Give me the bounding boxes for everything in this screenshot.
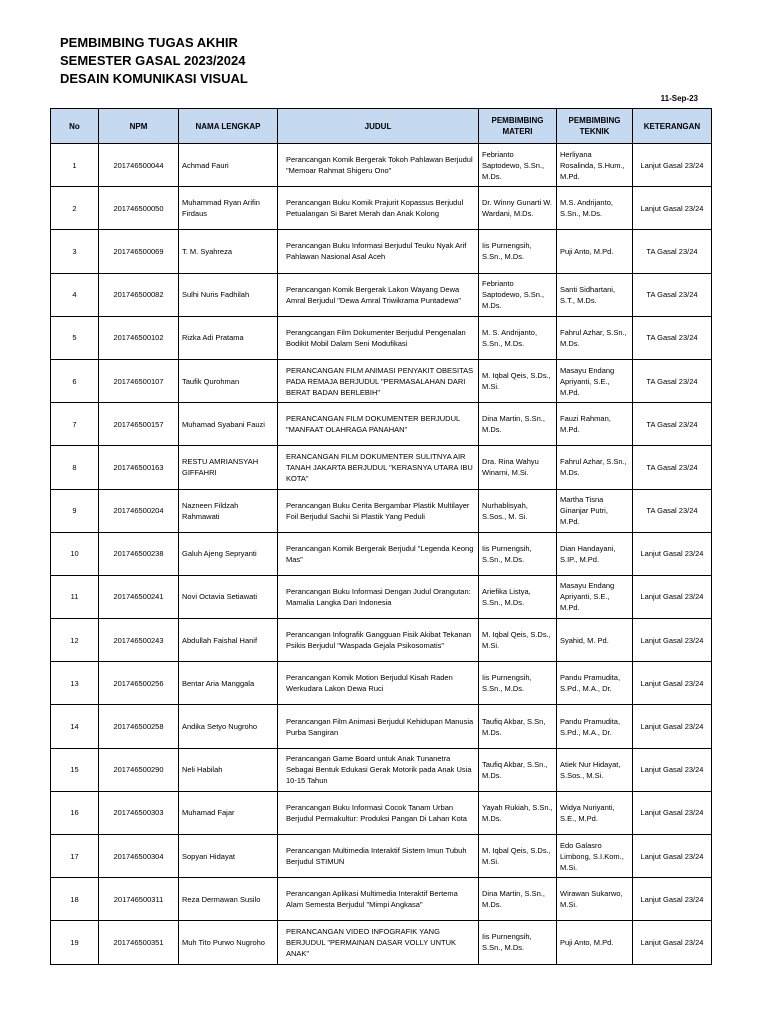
cell-judul: Perancangan Buku Komik Prajurit Kopassus Berjudul Petualangan Si Baret Merah dan Anak Kolong [278,187,479,230]
cell-npm: 201746500303 [99,791,179,834]
cell-npm: 201746500102 [99,316,179,359]
cell-judul: ERANCANGAN FILM DOKUMENTER SULITNYA AIR TANAH JAKARTA BERJUDUL "KERASNYA UTARA IBU KOTA" [278,446,479,489]
cell-judul: Perancangan Film Animasi Berjudul Kehidupan Manusia Purba Sangiran [278,705,479,748]
cell-nama: Rizka Adi Pratama [179,316,278,359]
cell-pembimbing-teknik: Fauzi Rahman, M.Pd. [557,403,633,446]
header-pembimbing-materi: PEMBIMBING MATERI [479,109,557,144]
cell-judul: Perangcangan Film Dokumenter Berjudul Pengenalan Bodikit Mobil Dalam Seni Modufikasi [278,316,479,359]
cell-pembimbing-teknik: Dian Handayani, S.IP., M.Pd. [557,532,633,575]
cell-npm: 201746500157 [99,403,179,446]
cell-pembimbing-teknik: Wirawan Sukarwo, M.Si. [557,878,633,921]
cell-pembimbing-materi: Dra. Rina Wahyu Winarni, M.Si. [479,446,557,489]
cell-pembimbing-teknik: Widya Nuriyanti, S.E., M.Pd. [557,791,633,834]
cell-npm: 201746500311 [99,878,179,921]
cell-npm: 201746500044 [99,144,179,187]
cell-nama: Nazneen Fildzah Rahmawati [179,489,278,532]
cell-judul: PERANCANGAN VIDEO INFOGRAFIK YANG BERJUDUL "PERMAINAN DASAR VOLLY UNTUK ANAK" [278,921,479,964]
cell-keterangan: Lanjut Gasal 23/24 [633,748,712,791]
cell-pembimbing-teknik: Martha Tisna Ginanjar Putri, M.Pd. [557,489,633,532]
cell-judul: Perancangan Buku Informasi Dengan Judul Orangutan: Mamalia Langka Dari Indonesia [278,575,479,618]
cell-pembimbing-materi: Iis Purnengsih, S.Sn., M.Ds. [479,662,557,705]
table-row [51,187,712,230]
cell-no: 18 [51,878,99,921]
cell-keterangan: TA Gasal 23/24 [633,403,712,446]
cell-judul: Perancangan Komik Motion Berjudul Kisah Raden Werkudara Lakon Dewa Ruci [278,662,479,705]
cell-nama: Sulhi Nuris Fadhilah [179,273,278,316]
cell-judul: Perancangan Komik Bergerak Berjudul "Legenda Keong Mas" [278,532,479,575]
cell-keterangan: Lanjut Gasal 23/24 [633,921,712,964]
cell-keterangan: Lanjut Gasal 23/24 [633,878,712,921]
cell-pembimbing-materi: Taufiq Akbar, S.Sn., M.Ds. [479,748,557,791]
table-row [51,878,712,921]
table-row [51,446,712,489]
cell-pembimbing-materi: Iis Purnengsih, S.Sn., M.Ds. [479,921,557,964]
cell-no: 4 [51,273,99,316]
cell-pembimbing-teknik: Pandu Pramudita, S.Pd., M.A., Dr. [557,662,633,705]
cell-npm: 201746500304 [99,835,179,878]
header-pembimbing-teknik: PEMBIMBING TEKNIK [557,109,633,144]
cell-judul: Perancangan Komik Bergerak Lakon Wayang Dewa Amral Berjudul "Dewa Amral Triwikrama Puntadewa" [278,273,479,316]
cell-nama: T. M. Syahreza [179,230,278,273]
cell-npm: 201746500082 [99,273,179,316]
document-date: 11-Sep-23 [660,94,698,103]
cell-no: 8 [51,446,99,489]
cell-no: 17 [51,835,99,878]
cell-keterangan: Lanjut Gasal 23/24 [633,575,712,618]
table-row [51,532,712,575]
cell-pembimbing-materi: Iis Purnengsih, S.Sn., M.Ds. [479,230,557,273]
cell-keterangan: Lanjut Gasal 23/24 [633,619,712,662]
cell-npm: 201746500163 [99,446,179,489]
cell-pembimbing-teknik: Fahrul Azhar, S.Sn., M.Ds. [557,316,633,359]
cell-pembimbing-teknik: M.S. Andrijanto, S.Sn., M.Ds. [557,187,633,230]
cell-pembimbing-materi: Febrianto Saptodewo, S.Sn., M.Ds. [479,144,557,187]
cell-no: 7 [51,403,99,446]
table-header-row [51,109,712,144]
table-row [51,144,712,187]
cell-judul: Perancangan Buku Informasi Berjudul Teuku Nyak Arif Pahlawan Nasional Asal Aceh [278,230,479,273]
cell-nama: Muhamad Syabani Fauzi [179,403,278,446]
cell-npm: 201746500241 [99,575,179,618]
cell-no: 9 [51,489,99,532]
cell-pembimbing-teknik: Atiek Nur Hidayat, S.Sos., M.Si. [557,748,633,791]
cell-keterangan: Lanjut Gasal 23/24 [633,662,712,705]
cell-pembimbing-teknik: Pandu Pramudita, S.Pd., M.A., Dr. [557,705,633,748]
cell-npm: 201746500238 [99,532,179,575]
cell-keterangan: Lanjut Gasal 23/24 [633,144,712,187]
cell-no: 11 [51,575,99,618]
cell-pembimbing-teknik: Puji Anto, M.Pd. [557,230,633,273]
cell-keterangan: Lanjut Gasal 23/24 [633,835,712,878]
cell-pembimbing-teknik: Herliyana Rosalinda, S.Hum., M.Pd. [557,144,633,187]
cell-keterangan: TA Gasal 23/24 [633,230,712,273]
document-title [60,34,248,88]
table-row [51,662,712,705]
cell-nama: Muh Tito Purwo Nugroho [179,921,278,964]
cell-nama: Abdullah Faishal Hanif [179,619,278,662]
table-row [51,316,712,359]
cell-no: 19 [51,921,99,964]
cell-npm: 201746500258 [99,705,179,748]
table-row [51,575,712,618]
cell-nama: Novi Octavia Setiawati [179,575,278,618]
cell-nama: Andika Setyo Nugroho [179,705,278,748]
cell-nama: RESTU AMRIANSYAH GIFFAHRI [179,446,278,489]
cell-keterangan: TA Gasal 23/24 [633,489,712,532]
cell-pembimbing-materi: Dina Martin, S.Sn., M.Ds. [479,403,557,446]
cell-pembimbing-teknik: Masayu Endang Apriyanti, S.E., M.Pd. [557,575,633,618]
table-row [51,273,712,316]
cell-pembimbing-teknik: Edo Galasro Limbong, S.I.Kom., M.Si. [557,835,633,878]
cell-nama: Reza Dermawan Susilo [179,878,278,921]
cell-pembimbing-teknik: Syahid, M. Pd. [557,619,633,662]
table-row [51,359,712,402]
cell-no: 3 [51,230,99,273]
cell-keterangan: TA Gasal 23/24 [633,446,712,489]
header-judul: JUDUL [278,109,479,144]
table-row [51,791,712,834]
cell-judul: Perancangan Komik Bergerak Tokoh Pahlawan Berjudul "Memoar Rahmat Shigeru Ono" [278,144,479,187]
cell-nama: Bentar Aria Manggala [179,662,278,705]
cell-no: 5 [51,316,99,359]
header-nama: NAMA LENGKAP [179,109,278,144]
cell-keterangan: Lanjut Gasal 23/24 [633,532,712,575]
cell-nama: Muhammad Ryan Arifin Firdaus [179,187,278,230]
title-line-1: PEMBIMBING TUGAS AKHIR [60,35,238,50]
table-row [51,705,712,748]
cell-pembimbing-teknik: Puji Anto, M.Pd. [557,921,633,964]
cell-keterangan: Lanjut Gasal 23/24 [633,705,712,748]
cell-no: 15 [51,748,99,791]
table-row [51,230,712,273]
cell-npm: 201746500069 [99,230,179,273]
cell-pembimbing-materi: Iis Purnengsih, S.Sn., M.Ds. [479,532,557,575]
cell-pembimbing-teknik: Masayu Endang Apriyanti, S.E., M.Pd. [557,359,633,402]
cell-npm: 201746500351 [99,921,179,964]
title-line-2: SEMESTER GASAL 2023/2024 [60,53,246,68]
table-row [51,921,712,964]
cell-no: 12 [51,619,99,662]
cell-judul: Perancangan Aplikasi Multimedia Interaktif Bertema Alam Semesta Berjudul "Mimpi Angkasa" [278,878,479,921]
cell-pembimbing-teknik: Santi Sidhartani, S.T., M.Ds. [557,273,633,316]
cell-no: 13 [51,662,99,705]
cell-pembimbing-materi: Yayah Rukiah, S.Sn., M.Ds. [479,791,557,834]
header-keterangan: KETERANGAN [633,109,712,144]
supervisor-table [50,108,712,965]
cell-keterangan: TA Gasal 23/24 [633,273,712,316]
cell-nama: Taufik Qurohman [179,359,278,402]
cell-no: 14 [51,705,99,748]
cell-pembimbing-teknik: Fahrul Azhar, S.Sn., M.Ds. [557,446,633,489]
table-body [51,144,712,965]
cell-npm: 201746500204 [99,489,179,532]
cell-pembimbing-materi: M. Iqbal Qeis, S.Ds., M.Si. [479,359,557,402]
cell-no: 2 [51,187,99,230]
cell-judul: Perancangan Buku Informasi Cocok Tanam Urban Berjudul Permakultur: Produksi Pangan Di Lahan Kota [278,791,479,834]
cell-pembimbing-materi: M. Iqbal Qeis, S.Ds., M.Si. [479,835,557,878]
cell-nama: Muhamad Fajar [179,791,278,834]
cell-no: 1 [51,144,99,187]
table-row [51,619,712,662]
cell-npm: 201746500290 [99,748,179,791]
cell-nama: Neli Habilah [179,748,278,791]
table-row [51,835,712,878]
cell-no: 6 [51,359,99,402]
cell-npm: 201746500243 [99,619,179,662]
table-row [51,748,712,791]
cell-npm: 201746500107 [99,359,179,402]
cell-judul: Perancangan Multimedia Interaktif Sistem Imun Tubuh Berjudul STIMUN [278,835,479,878]
cell-no: 16 [51,791,99,834]
cell-pembimbing-materi: Taufiq Akbar, S.Sn, M.Ds. [479,705,557,748]
cell-pembimbing-materi: Dr. Winny Gunarti W. Wardani, M.Ds. [479,187,557,230]
cell-npm: 201746500050 [99,187,179,230]
cell-judul: PERANCANGAN FILM DOKUMENTER BERJUDUL "MANFAAT OLAHRAGA PANAHAN" [278,403,479,446]
cell-keterangan: TA Gasal 23/24 [633,359,712,402]
cell-pembimbing-materi: Febrianto Saptodewo, S.Sn., M.Ds. [479,273,557,316]
cell-pembimbing-materi: Nurhablisyah, S.Sos., M. Si. [479,489,557,532]
table-row [51,489,712,532]
cell-keterangan: Lanjut Gasal 23/24 [633,187,712,230]
cell-npm: 201746500256 [99,662,179,705]
cell-pembimbing-materi: M. S. Andrijanto, S.Sn., M.Ds. [479,316,557,359]
cell-pembimbing-materi: Dina Martin, S.Sn., M.Ds. [479,878,557,921]
cell-judul: Perancangan Infografik Gangguan Fisik Akibat Tekanan Psikis Berjudul "Waspada Gejala Psikosomatis" [278,619,479,662]
title-line-3: DESAIN KOMUNIKASI VISUAL [60,71,248,86]
header-no: No [51,109,99,144]
cell-keterangan: Lanjut Gasal 23/24 [633,791,712,834]
cell-no: 10 [51,532,99,575]
cell-nama: Achmad Fauri [179,144,278,187]
table-row [51,403,712,446]
cell-judul: PERANCANGAN FILM ANIMASI PENYAKIT OBESITAS PADA REMAJA BERJUDUL "PERMASALAHAN DARI BERAT BADAN BERLEBIH" [278,359,479,402]
cell-pembimbing-materi: M. Iqbal Qeis, S.Ds., M.Si. [479,619,557,662]
cell-keterangan: TA Gasal 23/24 [633,316,712,359]
cell-nama: Galuh Ajeng Sepryanti [179,532,278,575]
cell-judul: Perancangan Buku Cerita Bergambar Plastik Multilayer Foil Berjudul Sachii Si Plastik Yang Peduli [278,489,479,532]
cell-pembimbing-materi: Ariefika Listya, S.Sn., M.Ds. [479,575,557,618]
cell-judul: Perancangan Game Board untuk Anak Tunanetra Sebagai Bentuk Edukasi Gerak Motorik pada Anak Usia 10-15 Tahun [278,748,479,791]
header-npm: NPM [99,109,179,144]
cell-nama: Sopyan Hidayat [179,835,278,878]
